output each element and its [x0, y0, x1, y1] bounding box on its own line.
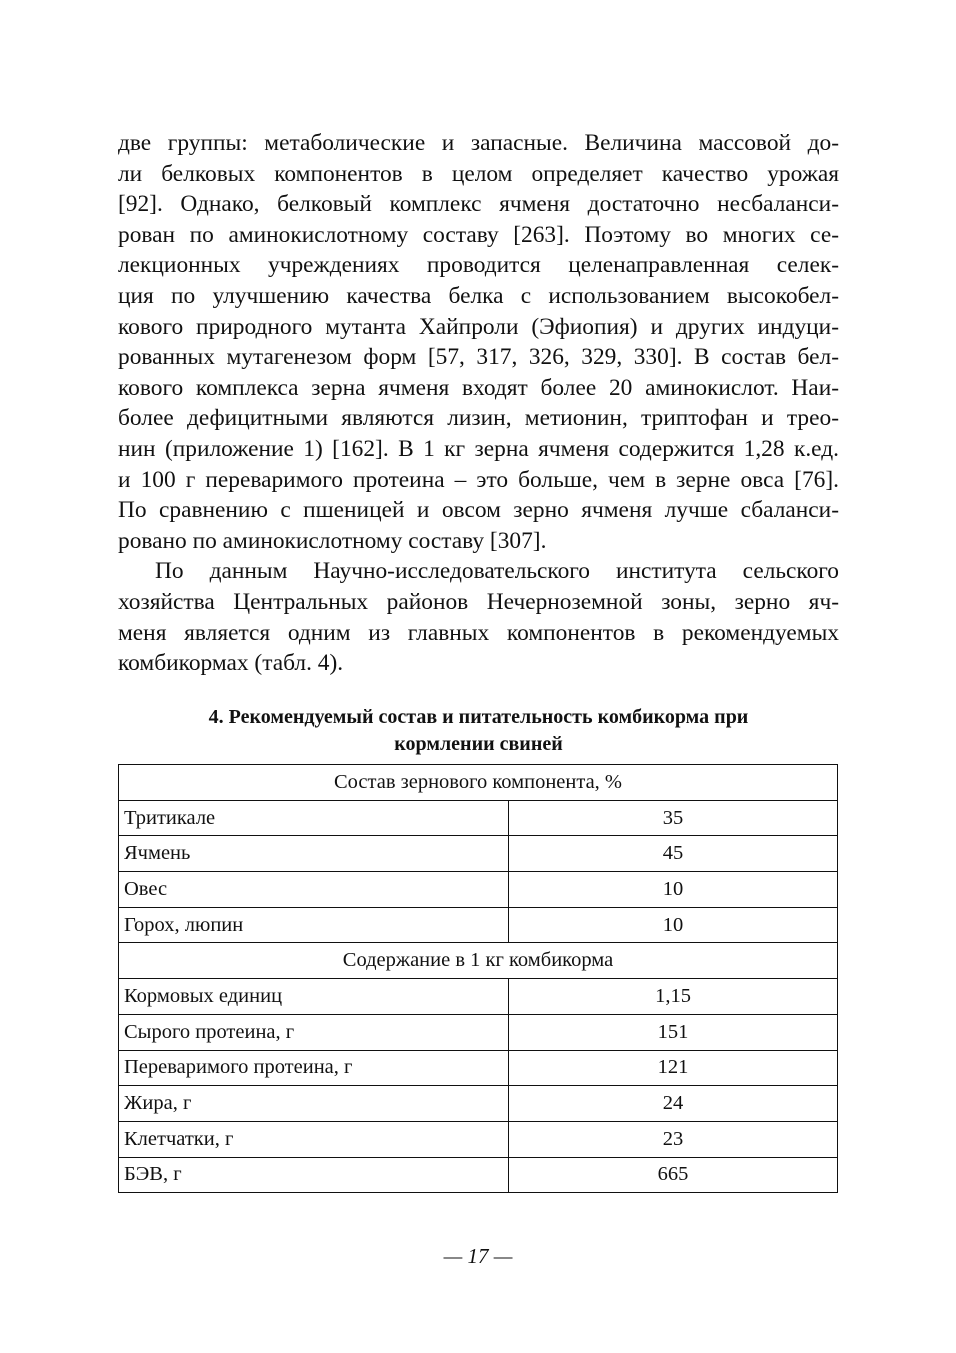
section-header-grain: Состав зернового компонента, % [119, 765, 838, 801]
section-header-row [119, 765, 838, 801]
table-title-line: 4. Рекомендуемый состав и питательность комбикорма при [208, 706, 749, 728]
row-value: 121 [509, 1050, 838, 1086]
text-line: ровано по аминокислотному составу [307]. [118, 527, 547, 554]
row-value: 23 [509, 1121, 838, 1157]
row-name: Ячмень [119, 836, 509, 872]
text-line: По данным Научно-исследовательского института сельского [155, 558, 839, 585]
text-line: ли белковых компонентов в целом определяет качество урожая [118, 160, 839, 187]
text-line: ция по улучшению качества белка с использованием высокобел- [118, 282, 839, 309]
table-row [119, 800, 838, 836]
row-name: БЭВ, г [119, 1157, 509, 1193]
row-name: Тритикале [119, 800, 509, 836]
row-value: 151 [509, 1014, 838, 1050]
table-title-line: кормлении свиней [394, 733, 563, 755]
text-line: и 100 г переваримого протеина – это больше, чем в зерне овса [76]. [118, 466, 839, 493]
text-line: более дефицитными являются лизин, метионин, триптофан и трео- [118, 405, 839, 432]
row-value: 10 [509, 872, 838, 908]
table-row [119, 1121, 838, 1157]
section-header-content: Содержание в 1 кг комбикорма [119, 943, 838, 979]
text-line: рованных мутагенезом форм [57, 317, 326, 329, 330]. В состав бел- [118, 344, 839, 371]
table-row [119, 1050, 838, 1086]
page-number: — 17 — [443, 1244, 513, 1268]
text-line: хозяйства Центральных районов Нечерноземной зоны, зерно яч- [118, 588, 839, 615]
row-value: 665 [509, 1157, 838, 1193]
row-name: Жира, г [119, 1086, 509, 1122]
row-name: Переваримого протеина, г [119, 1050, 509, 1086]
row-name: Клетчатки, г [119, 1121, 509, 1157]
row-name: Кормовых единиц [119, 979, 509, 1015]
text-line: рован по аминокислотному составу [263]. Поэтому во многих се- [118, 221, 839, 248]
row-name: Горох, люпин [119, 907, 509, 943]
paragraph-2 [118, 556, 839, 678]
table-row [119, 872, 838, 908]
table-row [119, 907, 838, 943]
row-name: Сырого протеина, г [119, 1014, 509, 1050]
row-value: 24 [509, 1086, 838, 1122]
table-title [118, 704, 839, 758]
row-name: Овес [119, 872, 509, 908]
text-line: комбикормах (табл. 4). [118, 650, 344, 677]
table-row [119, 836, 838, 872]
paragraph-1 [118, 128, 839, 556]
body-text [118, 128, 839, 679]
text-line: лекционных учреждениях проводится целенаправленная селек- [118, 252, 839, 279]
feed-composition-table [118, 764, 838, 1193]
text-line: [92]. Однако, белковый комплекс ячменя достаточно несбаланси- [118, 191, 839, 218]
table-row [119, 1157, 838, 1193]
table-row [119, 979, 838, 1015]
text-line: По сравнению с пшеницей и овсом зерно ячменя лучше сбаланси- [118, 497, 839, 524]
text-line: нин (приложение 1) [162]. В 1 кг зерна ячменя содержится 1,28 к.ед. [118, 435, 839, 462]
text-line: меня является одним из главных компонентов в рекомендуемых [118, 619, 839, 646]
row-value: 45 [509, 836, 838, 872]
text-line: две группы: метаболические и запасные. Величина массовой до- [118, 130, 839, 156]
table-row [119, 1014, 838, 1050]
section-header-row [119, 943, 838, 979]
table-row [119, 1086, 838, 1122]
row-value: 1,15 [509, 979, 838, 1015]
text-line: кового комплекса зерна ячменя входят более 20 аминокислот. Наи- [118, 374, 839, 401]
row-value: 10 [509, 907, 838, 943]
row-value: 35 [509, 800, 838, 836]
text-line: кового природного мутанта Хайпроли (Эфиопия) и других индуци- [118, 313, 839, 340]
